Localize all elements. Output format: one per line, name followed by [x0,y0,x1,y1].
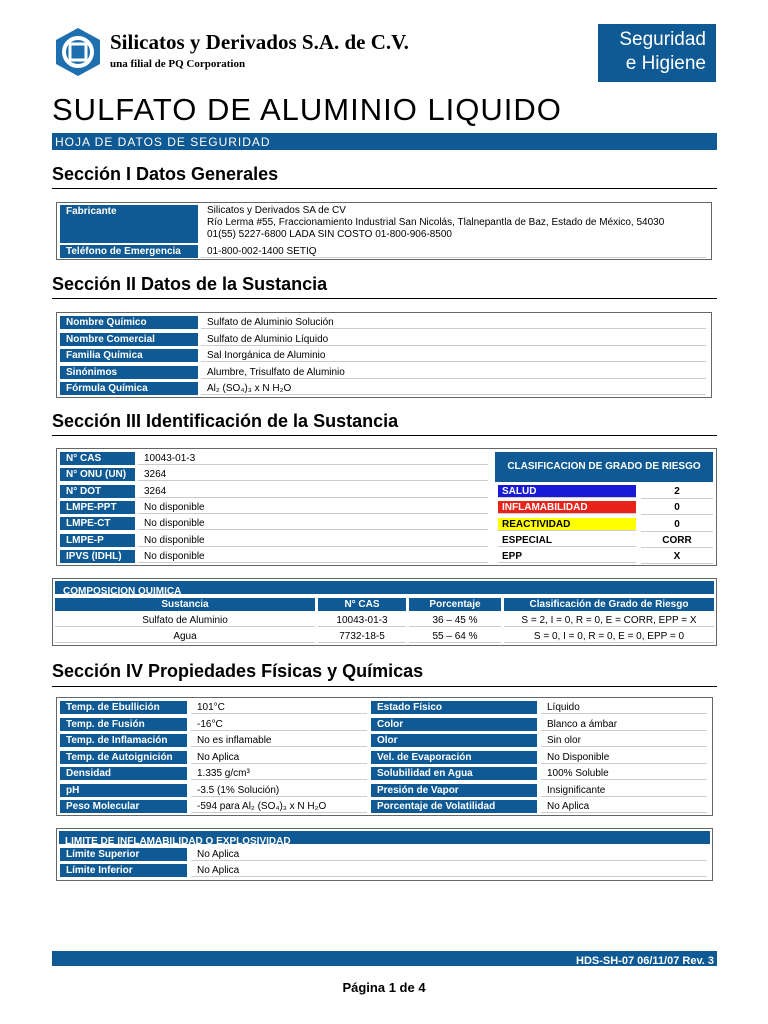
composition-cell: S = 2, I = 0, R = 0, E = CORR, EPP = X [504,614,714,627]
risk-row-value: 0 [641,518,713,532]
composition-header-label: COMPOSICION QUIMICA [63,586,182,597]
page-title: SULFATO DE ALUMINIO LIQUIDO [52,92,562,127]
risk-row-label: REACTIVIDAD [498,518,636,531]
substance-row-label: Nombre Comercial [60,333,198,346]
property-label: Porcentaje de Volatilidad [371,800,537,813]
risk-row-value: 0 [641,501,713,515]
identification-row-label: LMPE-CT [60,517,135,530]
composition-cell: 36 – 45 % [409,614,501,627]
composition-header [55,581,714,597]
section-1-title: Sección I Datos Generales [52,164,279,184]
risk-row-label: INFLAMABILIDAD [498,501,636,514]
substance-row-value: Al₂ (SO₄)₃ x N H₂O [201,382,706,395]
badge-line1: Seguridad [619,29,706,50]
fabricante-line: 01(55) 5227-6800 LADA SIN COSTO 01-800-906-8500 [207,229,452,240]
identification-row-value: No disponible [138,534,488,547]
property-label: Temp. de Inflamación [60,734,187,747]
doc-type-bar [52,133,717,150]
identification-row-value: 10043-01-3 [138,452,488,465]
composition-cell: S = 0, I = 0, R = 0, E = 0, EPP = 0 [504,630,714,643]
composition-cell: 7732-18-5 [318,630,406,643]
substance-row-label: Familia Química [60,349,198,362]
identification-row-value: No disponible [138,550,488,563]
substance-row-value: Sal Inorgánica de Aluminio [201,349,706,362]
property-label: Temp. de Autoignición [60,751,187,764]
identification-box [56,448,717,566]
flammability-label: Límite Superior [60,848,187,861]
flammability-header [59,831,710,847]
general-data-box [56,202,712,260]
risk-row-value: CORR [641,534,713,548]
flammability-value: No Aplica [191,864,707,877]
substance-row-label: Fórmula Química [60,382,198,395]
section-2-title: Sección II Datos de la Sustancia [52,274,328,294]
property-value: Líquido [541,701,707,714]
footer-code: HDS-SH-07 06/11/07 Rev. 3 [576,955,714,967]
property-value: Insignificante [541,784,707,797]
fabricante-label: Fabricante [60,205,198,243]
property-label: Olor [371,734,537,747]
identification-row-value: No disponible [138,517,488,530]
property-label: Color [371,718,537,731]
telefono-label: Teléfono de Emergencia [60,245,198,258]
section-3-rule [52,435,717,436]
risk-row-label: EPP [498,550,636,563]
property-value: Blanco a ámbar [541,718,707,731]
logo-icon [52,26,104,78]
identification-row-label: N° DOT [60,485,135,498]
flammability-header-label: LIMITE DE INFLAMABILIDAD O EXPLOSIVIDAD [65,836,291,847]
company-subtitle: una filial de PQ Corporation [110,58,246,70]
risk-header-label: CLASIFICACION DE GRADO DE RIESGO [507,461,701,472]
page-number: Página 1 de 4 [342,980,426,995]
flammability-box [56,828,713,881]
property-label: Peso Molecular [60,800,187,813]
property-value: Sin olor [541,734,707,747]
substance-row-value: Sulfato de Aluminio Solución [201,316,706,329]
composition-cell: Sulfato de Aluminio [55,614,315,627]
substance-row-label: Sinónimos [60,366,198,379]
composition-cell: 55 – 64 % [409,630,501,643]
identification-row-label: N° CAS [60,452,135,465]
properties-box [56,697,713,816]
composition-cell: Agua [55,630,315,643]
composition-column-header: Porcentaje [409,598,501,611]
property-label: Temp. de Fusión [60,718,187,731]
risk-row-label: ESPECIAL [498,534,636,547]
section-4-rule [52,686,717,687]
substance-data-box [56,312,712,398]
fabricante-value [207,205,664,241]
company-logo [52,26,104,78]
footer-bar [52,951,717,966]
property-value: No Aplica [541,800,707,813]
flammability-value: No Aplica [191,848,707,861]
risk-row-value: X [641,550,713,564]
safety-badge [598,24,716,82]
identification-row-label: LMPE-PPT [60,501,135,514]
identification-row-label: IPVS (IDHL) [60,550,135,563]
flammability-label: Límite Inferior [60,864,187,877]
property-value: No Aplica [191,751,367,764]
property-value: No Disponible [541,751,707,764]
property-label: Densidad [60,767,187,780]
identification-row-label: LMPE-P [60,534,135,547]
substance-row-label: Nombre Químico [60,316,198,329]
composition-cell: 10043-01-3 [318,614,406,627]
property-label: Solubilidad en Agua [371,767,537,780]
risk-row-value: 2 [641,485,713,499]
composition-column-header: Clasificación de Grado de Riesgo [504,598,714,611]
identification-row-value: 3264 [138,485,488,498]
property-value: -16°C [191,718,367,731]
risk-header [495,452,713,482]
telefono-value: 01-800-002-1400 SETIQ [201,245,706,258]
composition-column-header: Sustancia [55,598,315,611]
property-label: Estado Físico [371,701,537,714]
property-value: -594 para Al₂ (SO₄)₃ x N H₂O [191,800,367,813]
substance-row-value: Alumbre, Trisulfato de Aluminio [201,366,706,379]
badge-line2: e Higiene [625,53,706,74]
fabricante-line: Río Lerma #55, Fraccionamiento Industrial San Nicolás, Tlalnepantla de Baz, Estado de México, 54030 [207,217,665,228]
property-value: 101°C [191,701,367,714]
composition-box [52,578,717,646]
section-2-rule [52,298,717,299]
property-value: No es inflamable [191,734,367,747]
composition-column-header: N° CAS [318,598,406,611]
section-4-title: Sección IV Propiedades Físicas y Químicas [52,661,424,681]
identification-row-label: N° ONU (UN) [60,468,135,481]
property-label: Presión de Vapor [371,784,537,797]
identification-row-value: 3264 [138,468,488,481]
property-label: pH [60,784,187,797]
property-value: 1.335 g/cm³ [191,767,367,780]
property-label: Temp. de Ebullición [60,701,187,714]
substance-row-value: Sulfato de Aluminio Líquido [201,333,706,346]
doc-type-label: HOJA DE DATOS DE SEGURIDAD [55,135,271,149]
identification-row-value: No disponible [138,501,488,514]
risk-row-label: SALUD [498,485,636,498]
property-value: 100% Soluble [541,767,707,780]
company-name: Silicatos y Derivados S.A. de C.V. [110,30,409,54]
fabricante-line: Silicatos y Derivados SA de CV [207,205,346,216]
property-value: -3.5 (1% Solución) [191,784,367,797]
section-1-rule [52,188,717,189]
section-3-title: Sección III Identificación de la Sustancia [52,411,399,431]
property-label: Vel. de Evaporación [371,751,537,764]
